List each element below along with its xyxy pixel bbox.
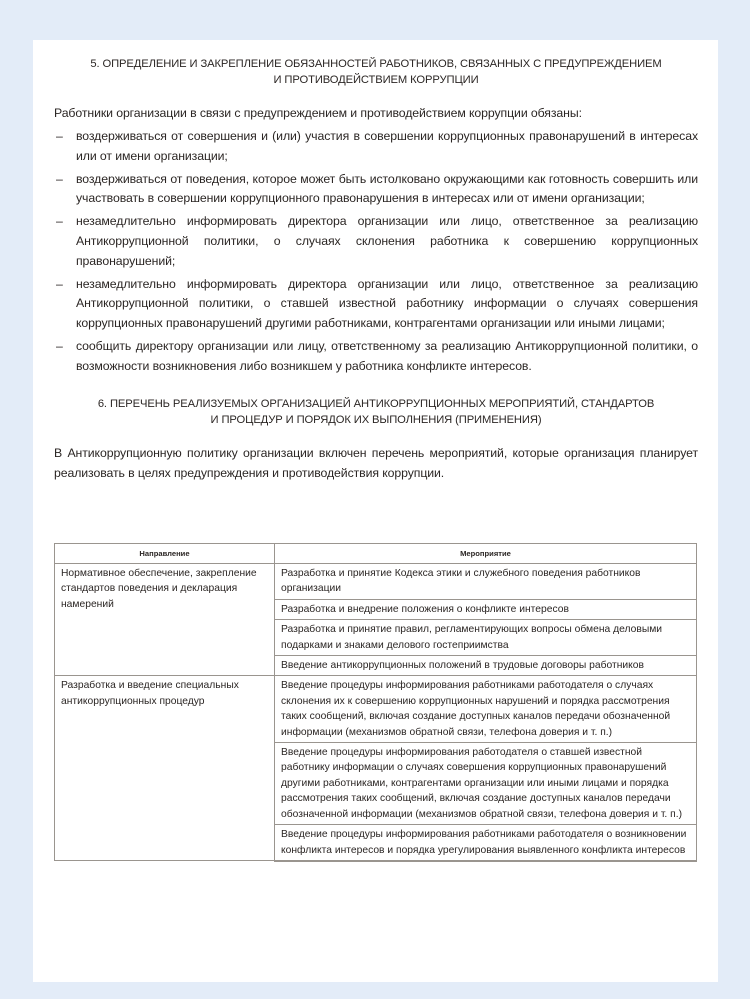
column-header-measure: Мероприятие <box>275 544 697 564</box>
duty-text: сообщить директору организации или лицу, ответственному за реализацию Антикоррупционной политики, о возможности возникновения либо возникшем у работника конфликте интересов. <box>76 338 698 373</box>
section-5-heading <box>54 56 698 88</box>
dash-bullet-icon: – <box>56 129 63 143</box>
direction-cell: Разработка и введение специальных антикоррупционных процедур <box>55 676 275 861</box>
measure-cell: Разработка и внедрение положения о конфликте интересов <box>275 599 697 619</box>
measure-cell: Разработка и принятие правил, регламентирующих вопросы обмена деловыми подарками и знаками делового гостеприимства <box>275 620 697 656</box>
section-6-heading-line-1: 6. ПЕРЕЧЕНЬ РЕАЛИЗУЕМЫХ ОРГАНИЗАЦИЕЙ АНТИКОРРУПЦИОННЫХ МЕРОПРИЯТИЙ, СТАНДАРТОВ <box>97 398 655 411</box>
duty-text: незамедлительно информировать директора организации или лицо, ответственное за реализацию Антикоррупционной политики, о случаях склонения работника к совершению коррупционных правонарушений; <box>76 214 698 268</box>
table-header-row <box>55 544 697 564</box>
dash-bullet-icon: – <box>56 171 63 186</box>
table-row <box>55 676 697 743</box>
duties-list <box>54 127 698 376</box>
duty-text: воздерживаться от совершения и (или) участия в совершении коррупционных правонарушений в интересах или от имени организации; <box>76 129 698 163</box>
measure-cell: Введение процедуры информирования работодателя о ставшей известной работнику информации о случаях совершения коррупционных правонарушений другими работниками, контрагентами организации или иными лицами и порядка рассмотрения таких сообщений, включая создание доступных каналов передачи обозначенной информации (механизмов обратной связи, телефона доверия и т. п.) <box>275 743 697 825</box>
section-6-heading-line-2: И ПРОЦЕДУР И ПОРЯДОК ИХ ВЫПОЛНЕНИЯ (ПРИМЕНЕНИЯ) <box>210 414 542 427</box>
direction-cell: Нормативное обеспечение, закрепление стандартов поведения и декларация намерений <box>55 564 275 676</box>
dash-bullet-icon: – <box>56 338 63 353</box>
measure-cell: Введение процедуры информирования работниками работодателя о случаях склонения их к совершению коррупционных нарушений и порядка рассмотрения таких сообщений, включая создание доступных каналов передачи обозначенной информации (механизмов обратной связи, телефона доверия и т. п.) <box>275 676 697 743</box>
duty-item <box>54 127 698 166</box>
section-6-heading <box>54 396 698 428</box>
section-5-lead: Работники организации в связи с предупреждением и противодействием коррупции обязаны: <box>54 106 582 120</box>
table-row <box>55 564 697 600</box>
section-5-heading-line-1: 5. ОПРЕДЕЛЕНИЕ И ЗАКРЕПЛЕНИЕ ОБЯЗАННОСТЕЙ РАБОТНИКОВ, СВЯЗАННЫХ С ПРЕДУПРЕЖДЕНИЕМ <box>90 58 662 70</box>
duty-text: воздерживаться от поведения, которое может быть истолковано окружающими как готовность совершить или участвовать в совершении коррупционного правонарушения в интересах или от имени организации; <box>76 171 698 206</box>
section-6-intro: В Антикоррупционную политику организации включен перечень мероприятий, которые организация планирует реализовать в целях предупреждения и противодействия коррупции. <box>54 446 698 480</box>
dash-bullet-icon: – <box>56 214 63 229</box>
section-5-heading-line-2: И ПРОТИВОДЕЙСТВИЕМ КОРРУПЦИИ <box>273 74 479 86</box>
duty-item <box>54 337 698 376</box>
duty-item <box>54 275 698 334</box>
duty-item <box>54 170 698 209</box>
duty-item <box>54 212 698 271</box>
dash-bullet-icon: – <box>56 276 63 291</box>
duty-text: незамедлительно информировать директора организации или лицо, ответственное за реализацию Антикоррупционной политики, о ставшей известной работнику информации о случаях совершения коррупционных правонарушений другими работниками, контрагентами организации или иными лицами; <box>76 276 698 330</box>
measure-cell: Разработка и принятие Кодекса этики и служебного поведения работников организации <box>275 564 697 600</box>
column-header-direction: Направление <box>55 544 275 564</box>
measures-table <box>54 543 697 862</box>
document-page <box>33 40 718 982</box>
measure-cell: Введение антикоррупционных положений в трудовые договоры работников <box>275 656 697 676</box>
measure-cell: Введение процедуры информирования работниками работодателя о возникновении конфликта интересов и порядка урегулирования выявленного конфликта интересов <box>275 825 697 861</box>
